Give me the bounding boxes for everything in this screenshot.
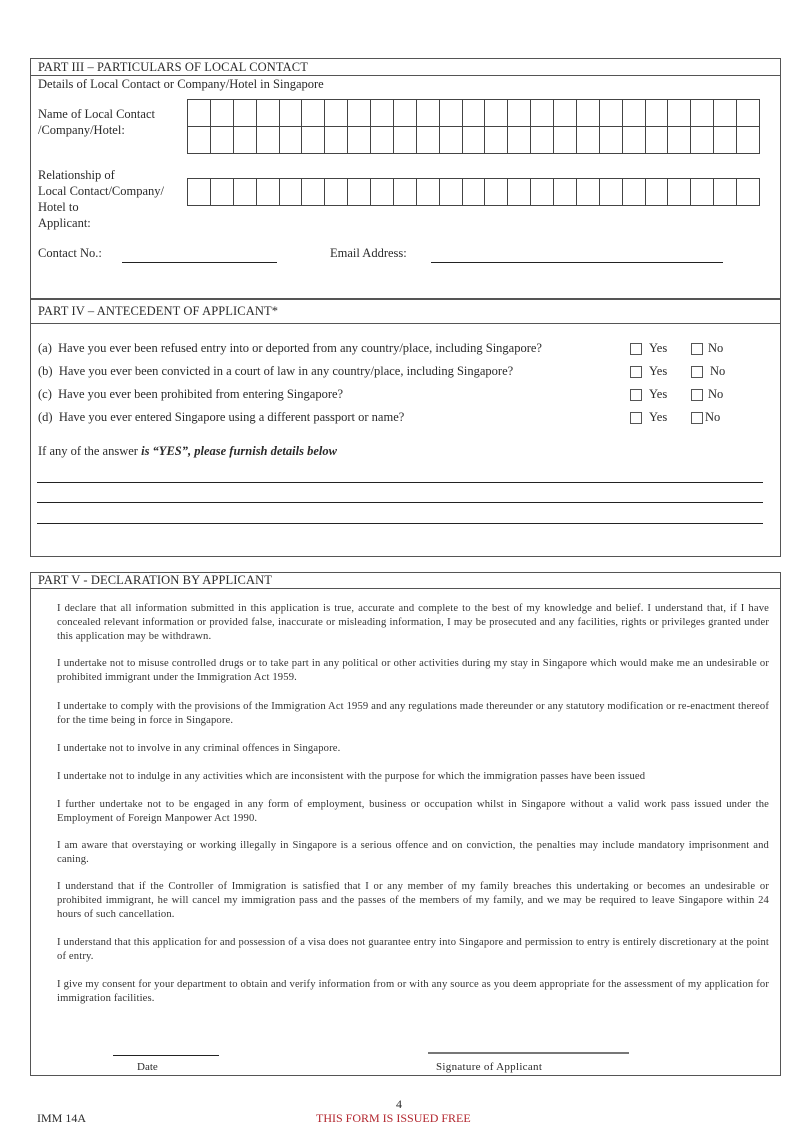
name-grid-cell[interactable]	[325, 127, 348, 154]
issued-free-notice: THIS FORM IS ISSUED FREE	[316, 1111, 471, 1125]
question-a-yes-checkbox[interactable]	[630, 343, 642, 355]
question-d-no-checkbox[interactable]	[691, 412, 703, 424]
question-a-yes-label: Yes	[649, 341, 668, 355]
contact-no-label: Contact No.:	[38, 246, 102, 260]
name-grid-cell[interactable]	[394, 100, 417, 127]
details-prompt	[38, 444, 337, 459]
name-grid-cell[interactable]	[234, 100, 257, 127]
name-grid-cell[interactable]	[463, 100, 486, 127]
email-label: Email Address:	[330, 246, 407, 260]
name-grid-cell[interactable]	[577, 127, 600, 154]
name-grid-cell[interactable]	[348, 127, 371, 154]
name-grid-cell[interactable]	[257, 127, 280, 154]
name-grid-cell[interactable]	[348, 100, 371, 127]
details-line-1[interactable]	[37, 482, 763, 483]
name-grid-cell[interactable]	[257, 100, 280, 127]
declaration-paragraph-9: I understand that this application for and possession of a visa does not guarantee entry into Singapore and permission to entry is entirely discretionary at the point of entry.	[57, 937, 769, 963]
relationship-label-line3: Hotel to	[38, 200, 79, 214]
name-grid-cell[interactable]	[508, 100, 531, 127]
declaration-paragraph-7: I am aware that overstaying or working illegally in Singapore is a serious offence and on conviction, the penalties may include mandatory imprisonment and caning.	[57, 840, 769, 866]
page-number: 4	[396, 1097, 402, 1111]
name-grid-cell[interactable]	[371, 100, 394, 127]
name-grid-cell[interactable]	[325, 100, 348, 127]
name-grid-cell[interactable]	[554, 100, 577, 127]
relationship-grid-cell[interactable]	[508, 179, 531, 206]
relationship-grid-cell[interactable]	[371, 179, 394, 206]
relationship-grid-cell[interactable]	[188, 179, 211, 206]
name-grid-cell[interactable]	[623, 100, 646, 127]
part4-section	[30, 299, 781, 557]
name-grid-cell[interactable]	[508, 127, 531, 154]
name-grid-cell[interactable]	[485, 100, 508, 127]
name-grid-cell[interactable]	[234, 127, 257, 154]
form-code: IMM 14A	[37, 1111, 87, 1125]
name-grid-cell[interactable]	[714, 127, 737, 154]
name-grid-cell[interactable]	[440, 127, 463, 154]
signature-field[interactable]	[428, 1052, 629, 1054]
name-label-line2: /Company/Hotel:	[38, 123, 125, 137]
relationship-grid-cell[interactable]	[485, 179, 508, 206]
name-grid-cell[interactable]	[531, 127, 554, 154]
name-character-grid[interactable]	[187, 99, 760, 154]
name-grid-cell[interactable]	[394, 127, 417, 154]
date-field[interactable]	[113, 1055, 219, 1056]
relationship-grid-cell[interactable]	[737, 179, 760, 206]
relationship-character-grid[interactable]	[187, 178, 760, 206]
email-field[interactable]	[431, 262, 723, 263]
relationship-grid-cell[interactable]	[302, 179, 325, 206]
relationship-grid-cell[interactable]	[211, 179, 234, 206]
date-label: Date	[137, 1061, 158, 1073]
name-label-line1: Name of Local Contact	[38, 107, 155, 121]
name-grid-cell[interactable]	[691, 127, 714, 154]
name-grid-cell[interactable]	[440, 100, 463, 127]
relationship-grid-cell[interactable]	[417, 179, 440, 206]
question-c-yes-label: Yes	[649, 387, 668, 401]
part3-title: PART III – PARTICULARS OF LOCAL CONTACT	[31, 59, 780, 76]
relationship-grid-cell[interactable]	[623, 179, 646, 206]
name-grid-cell[interactable]	[714, 100, 737, 127]
name-grid-cell[interactable]	[211, 100, 234, 127]
relationship-grid-cell[interactable]	[554, 179, 577, 206]
question-d-yes-label: Yes	[649, 410, 668, 424]
relationship-grid-cell[interactable]	[691, 179, 714, 206]
relationship-grid-cell[interactable]	[257, 179, 280, 206]
declaration-paragraph-8: I understand that if the Controller of Immigration is satisfied that I or any member of my family breaches this undertaking or becomes an undesirable or prohibited immigrant, he will cancel my immigration pass and the passes of the members of my family, and we may be required to leave Singapore within 24 hours of such cancellation.	[57, 881, 769, 921]
question-d: (d) Have you ever entered Singapore using a different passport or name?	[38, 410, 405, 424]
relationship-grid-cell[interactable]	[531, 179, 554, 206]
part5-title: PART V - DECLARATION BY APPLICANT	[31, 573, 780, 589]
relationship-grid-cell[interactable]	[280, 179, 303, 206]
question-b-yes-label: Yes	[649, 364, 668, 378]
relationship-grid-cell[interactable]	[600, 179, 623, 206]
name-grid-cell[interactable]	[600, 100, 623, 127]
name-grid-cell[interactable]	[280, 127, 303, 154]
relationship-grid-cell[interactable]	[646, 179, 669, 206]
name-grid-cell[interactable]	[485, 127, 508, 154]
name-grid-cell[interactable]	[737, 127, 760, 154]
declaration-paragraph-6: I further undertake not to be engaged in any form of employment, business or occupation whilst in Singapore without a valid work pass issued under the Employment of Foreign Manpower Act 1990.	[57, 799, 769, 825]
name-grid-cell[interactable]	[417, 127, 440, 154]
relationship-grid-cell[interactable]	[463, 179, 486, 206]
name-grid-cell[interactable]	[668, 100, 691, 127]
name-grid-cell[interactable]	[623, 127, 646, 154]
question-b: (b) Have you ever been convicted in a court of law in any country/place, including Singapore?	[38, 364, 514, 378]
declaration-paragraph-4: I undertake not to involve in any criminal offences in Singapore.	[57, 743, 341, 754]
question-a-no-checkbox[interactable]	[691, 343, 703, 355]
question-b-no-label: No	[710, 364, 726, 378]
name-grid-cell[interactable]	[554, 127, 577, 154]
relationship-label-line2: Local Contact/Company/	[38, 184, 165, 198]
name-grid-cell[interactable]	[302, 127, 325, 154]
declaration-paragraph-1: I declare that all information submitted in this application is true, accurate and complete to the best of my knowledge and belief. I understand that, if I have concealed relevant information or provided false, inaccurate or misleading information, I may be prosecuted and any facilities, rights or privileges granted under this application may be withdrawn.	[57, 603, 769, 643]
question-a: (a) Have you ever been refused entry into or deported from any country/place, including Singapore?	[38, 341, 542, 355]
part3-subtitle: Details of Local Contact or Company/Hotel in Singapore	[38, 77, 324, 91]
contact-no-field[interactable]	[122, 262, 277, 263]
details-line-3[interactable]	[37, 523, 763, 524]
name-grid-cell[interactable]	[463, 127, 486, 154]
name-grid-cell[interactable]	[302, 100, 325, 127]
signature-label: Signature of Applicant	[436, 1061, 543, 1073]
question-d-yes-checkbox[interactable]	[630, 412, 642, 424]
name-grid-cell[interactable]	[577, 100, 600, 127]
name-grid-cell[interactable]	[188, 100, 211, 127]
name-grid-cell[interactable]	[646, 127, 669, 154]
details-prompt-emphasis: is “YES”, please furnish details below	[141, 444, 337, 458]
question-d-no-label: No	[705, 410, 721, 424]
declaration-paragraph-2: I undertake not to misuse controlled drugs or to take part in any political or other activities during my stay in Singapore which would make me an undesirable or prohibited immigrant under the Immigration Act 1959.	[57, 658, 769, 684]
name-grid-cell[interactable]	[188, 127, 211, 154]
relationship-grid-cell[interactable]	[325, 179, 348, 206]
relationship-grid-cell[interactable]	[440, 179, 463, 206]
question-c-yes-checkbox[interactable]	[630, 389, 642, 401]
name-grid-cell[interactable]	[417, 100, 440, 127]
name-grid-cell[interactable]	[371, 127, 394, 154]
details-line-2[interactable]	[37, 502, 763, 503]
question-b-yes-checkbox[interactable]	[630, 366, 642, 378]
relationship-grid-cell[interactable]	[668, 179, 691, 206]
question-a-no-label: No	[708, 341, 724, 355]
relationship-label-line1: Relationship of	[38, 168, 115, 182]
question-c-no-label: No	[708, 387, 724, 401]
relationship-grid-cell[interactable]	[348, 179, 371, 206]
details-prompt-plain: If any of the answer	[38, 444, 142, 458]
relationship-grid-cell[interactable]	[714, 179, 737, 206]
declaration-paragraph-3: I undertake to comply with the provisions of the Immigration Act 1959 and any regulations made thereunder or any statutory modification or re-enactment thereof for the time being in force in Singapore.	[57, 701, 769, 727]
name-grid-cell[interactable]	[280, 100, 303, 127]
name-grid-cell[interactable]	[600, 127, 623, 154]
name-grid-cell[interactable]	[646, 100, 669, 127]
name-grid-cell[interactable]	[211, 127, 234, 154]
name-grid-cell[interactable]	[691, 100, 714, 127]
name-grid-cell[interactable]	[737, 100, 760, 127]
question-b-no-checkbox[interactable]	[691, 366, 703, 378]
relationship-grid-cell[interactable]	[577, 179, 600, 206]
question-c: (c) Have you ever been prohibited from entering Singapore?	[38, 387, 344, 401]
declaration-paragraph-10: I give my consent for your department to obtain and verify information from or with any source as you deem appropriate for the assessment of my application for immigration facilities.	[57, 979, 769, 1005]
part4-title: PART IV – ANTECEDENT OF APPLICANT*	[31, 299, 780, 324]
relationship-grid-cell[interactable]	[234, 179, 257, 206]
question-c-no-checkbox[interactable]	[691, 389, 703, 401]
name-grid-cell[interactable]	[531, 100, 554, 127]
relationship-label-line4: Applicant:	[38, 216, 91, 230]
relationship-grid-cell[interactable]	[394, 179, 417, 206]
declaration-paragraph-5: I undertake not to indulge in any activities which are inconsistent with the purpose for which the immigration passes have been issued	[57, 771, 646, 782]
name-grid-cell[interactable]	[668, 127, 691, 154]
